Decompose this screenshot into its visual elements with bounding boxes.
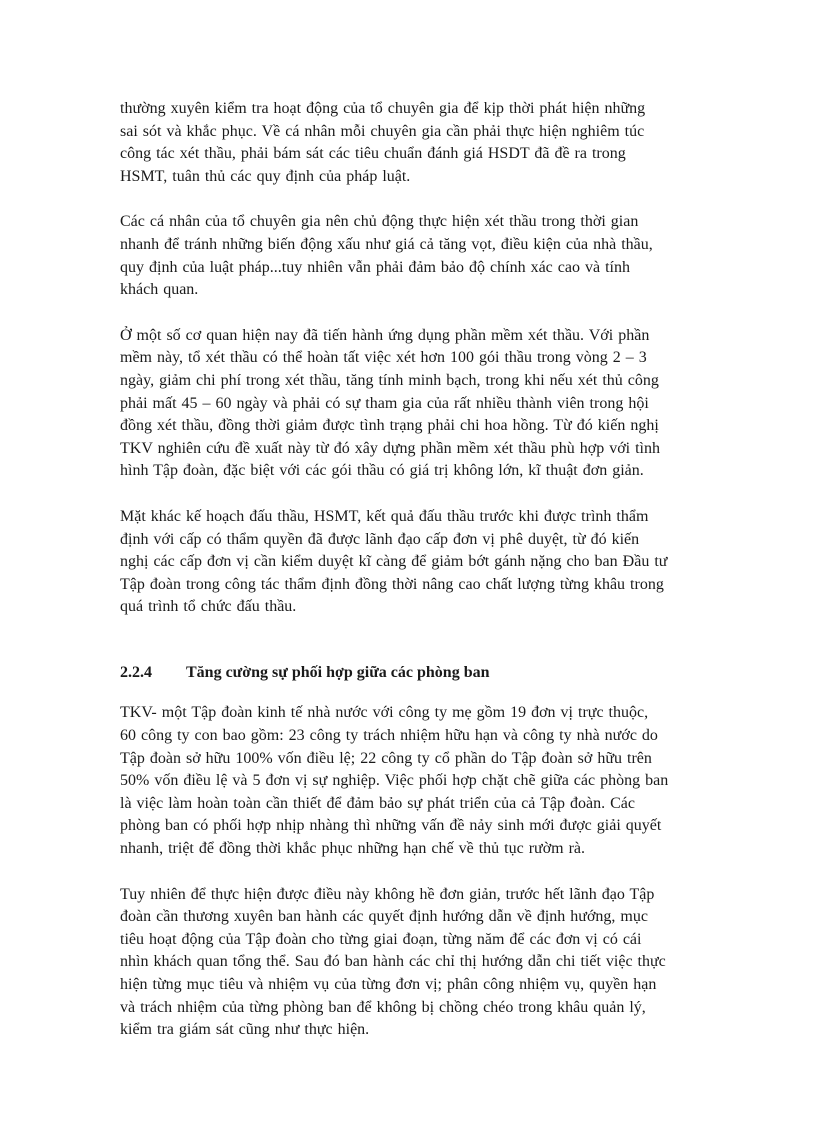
text-line: nhìn khách quan tổng thể. Sau đó ban hành các chỉ thị hướng dẫn chi tiết việc thực: [120, 953, 666, 971]
section-number: 2.2.4: [120, 663, 152, 681]
text-line: mềm này, tổ xét thầu có thể hoàn tất việc xét hơn 100 gói thầu trong vòng 2 – 3: [120, 349, 647, 367]
text-line: 50% vốn điều lệ và 5 đơn vị sự nghiệp. Việc phối hợp chặt chẽ giữa các phòng ban: [120, 772, 669, 790]
text-line: Tập đoàn trong công tác thẩm định đồng thời nâng cao chất lượng từng khâu trong: [120, 575, 664, 593]
paragraph: [120, 506, 700, 619]
text-line: Mặt khác kế hoạch đấu thầu, HSMT, kết quả đấu thầu trước khi được trình thẩm: [120, 507, 649, 525]
text-line: 60 công ty con bao gồm: 23 công ty trách nhiệm hữu hạn và công ty nhà nước do: [120, 727, 658, 745]
text-line: nhanh để tránh những biến động xấu như giá cả tăng vọt, điều kiện của nhà thầu,: [120, 235, 653, 253]
text-line: TKV- một Tập đoàn kinh tế nhà nước với công ty mẹ gồm 19 đơn vị trực thuộc,: [120, 704, 649, 722]
text-line: nhanh, triệt để đồng thời khắc phục những hạn chế về thủ tục rườm rà.: [120, 840, 586, 858]
text-line: đồng xét thầu, đồng thời giảm được tình trạng phải chi hoa hồng. Từ đó kiến nghị: [120, 417, 659, 435]
text-line: sai sót và khắc phục. Về cá nhân mỗi chuyên gia cần phải thực hiện nghiêm túc: [120, 122, 645, 140]
paragraph: [120, 98, 700, 188]
paragraph: [120, 325, 700, 483]
text-line: công tác xét thầu, phải bám sát các tiêu chuẩn đánh giá HSDT đã đề ra trong: [120, 145, 626, 163]
text-line: quá trình tổ chức đấu thầu.: [120, 598, 297, 616]
text-line: TKV nghiên cứu đề xuất này từ đó xây dựng phần mềm xét thầu phù hợp với tình: [120, 439, 660, 457]
text-line: và trách nhiệm của từng phòng ban để không bị chồng chéo trong khâu quản lý,: [120, 998, 646, 1016]
text-line: Tuy nhiên để thực hiện được điều này không hề đơn giản, trước hết lãnh đạo Tập: [120, 885, 655, 903]
body-section-after: [120, 702, 700, 1041]
text-line: đoàn cần thương xuyên ban hành các quyết định hướng dẫn về định hướng, mục: [120, 908, 648, 926]
text-line: ngày, giảm chi phí trong xét thầu, tăng tính minh bạch, trong khi nếu xét thủ công: [120, 371, 659, 389]
text-line: nghị các cấp đơn vị cần kiểm duyệt kĩ càng để giảm bớt gánh nặng cho ban Đầu tư: [120, 553, 668, 571]
text-line: định với cấp có thẩm quyền đã được lãnh đạo cấp đơn vị phê duyệt, từ đó kiến: [120, 530, 640, 548]
text-line: Tập đoàn sở hữu 100% vốn điều lệ; 22 công ty cổ phần do Tập đoàn sở hữu trên: [120, 749, 652, 767]
text-line: kiểm tra giám sát cũng như thực hiện.: [120, 1021, 370, 1039]
text-line: thường xuyên kiểm tra hoạt động của tổ chuyên gia để kịp thời phát hiện những: [120, 100, 646, 117]
text-line: khách quan.: [120, 281, 199, 299]
document-page: [120, 98, 700, 1065]
text-line: là việc làm hoàn toàn cần thiết để đảm bảo sự phát triển của cả Tập đoàn. Các: [120, 794, 635, 812]
text-line: HSMT, tuân thủ các quy định của pháp luật.: [120, 167, 411, 185]
body-section-before: [120, 98, 700, 619]
paragraph: [120, 702, 700, 860]
text-line: quy định của luật pháp...tuy nhiên vẫn phải đảm bảo độ chính xác cao và tính: [120, 258, 630, 276]
text-line: Các cá nhân của tổ chuyên gia nên chủ động thực hiện xét thầu trong thời gian: [120, 213, 639, 231]
paragraph: [120, 884, 700, 1042]
section-title: Tăng cường sự phối hợp giữa các phòng ban: [186, 663, 490, 681]
text-line: phải mất 45 – 60 ngày và phải có sự tham gia của rất nhiều thành viên trong hội: [120, 394, 649, 412]
text-line: Ở một số cơ quan hiện nay đã tiến hành ứng dụng phần mềm xét thầu. Với phần: [120, 326, 650, 344]
paragraph: [120, 211, 700, 301]
text-line: tiêu hoạt động của Tập đoàn cho từng giai đoạn, từng năm để các đơn vị có cái: [120, 930, 642, 948]
text-line: phòng ban có phối hợp nhịp nhàng thì những vấn đề nảy sinh mới được giải quyết: [120, 817, 662, 835]
text-line: hiện từng mục tiêu và nhiệm vụ của từng đơn vị; phân công nhiệm vụ, quyền hạn: [120, 976, 657, 993]
section-heading: [120, 662, 700, 685]
text-line: hình Tập đoàn, đặc biệt với các gói thầu có giá trị không lớn, kĩ thuật đơn giản.: [120, 462, 644, 480]
